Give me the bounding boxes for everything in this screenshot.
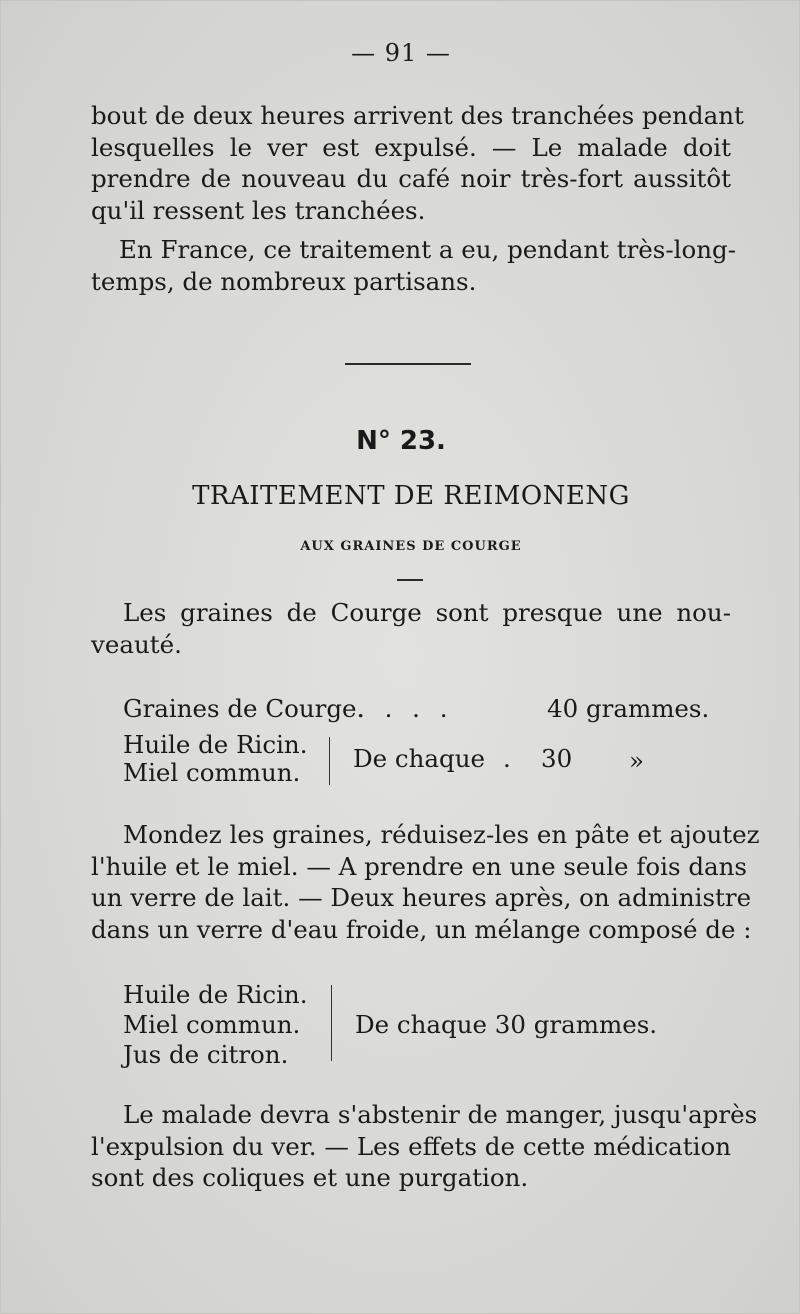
brace-mark (329, 737, 340, 785)
text-line: veauté. (91, 629, 182, 659)
section-divider (345, 363, 471, 365)
ditto-mark: » (629, 746, 644, 775)
text-line: Le malade devra s'abstenir de manger, jusqu'après (123, 1100, 758, 1129)
recipe-item: Huile de Ricin. (123, 980, 308, 1009)
leader-dots: . (503, 744, 511, 773)
text-line: Mondez les graines, réduisez-les en pâte et ajoutez (123, 820, 760, 849)
recipe-each-label: De chaque (353, 744, 485, 773)
text-line: sont des coliques et une purgation. (91, 1163, 529, 1192)
brace-mark (331, 985, 342, 1061)
text-line: dans un verre d'eau froide, un mélange composé de : (91, 914, 752, 944)
title-divider (397, 579, 423, 581)
text-line: qu'il ressent les tranchées. (91, 195, 426, 225)
section-number: N° 23. (356, 426, 446, 456)
text-line: l'expulsion du ver. — Les effets de cette médication (91, 1131, 731, 1161)
recipe-item: Miel commun. (123, 1010, 301, 1039)
recipe-item: Graines de Courge. (123, 694, 365, 723)
recipe-item: Huile de Ricin. (123, 730, 308, 759)
recipe-quantity: 40 grammes. (547, 694, 710, 723)
text-line: Les graines de Courge sont presque une nou- (123, 598, 731, 627)
section-title: TRAITEMENT DE REIMONENG (192, 481, 630, 511)
text-line: bout de deux heures arrivent des tranchées pendant (91, 101, 744, 130)
text-line: un verre de lait. — Deux heures après, on administre (91, 883, 752, 912)
recipe-quantity: 30 (541, 744, 573, 773)
closing-paragraph (91, 1099, 758, 1194)
text-line: temps, de nombreux partisans. (91, 266, 477, 296)
text-line: lesquelles le ver est expulsé. — Le malade doit (91, 132, 731, 162)
france-paragraph (91, 234, 736, 297)
instructions-paragraph (91, 819, 760, 945)
recipe-each-label: De chaque 30 grammes. (355, 1010, 658, 1039)
text-line: l'huile et le miel. — A prendre en une seule fois dans (91, 851, 747, 881)
intro-paragraph (91, 100, 744, 226)
text-line: En France, ce traitement a eu, pendant très-long- (119, 235, 736, 264)
page-number: — 91 — (351, 39, 451, 67)
section-subtitle: AUX GRAINES DE COURGE (300, 539, 522, 554)
recipe-item: Jus de citron. (123, 1040, 289, 1069)
recipe-item: Miel commun. (123, 758, 301, 787)
leader-dots: . . . . (357, 694, 454, 723)
novelty-paragraph (91, 597, 731, 660)
text-line: prendre de nouveau du café noir très-fort aussitôt (91, 164, 731, 193)
